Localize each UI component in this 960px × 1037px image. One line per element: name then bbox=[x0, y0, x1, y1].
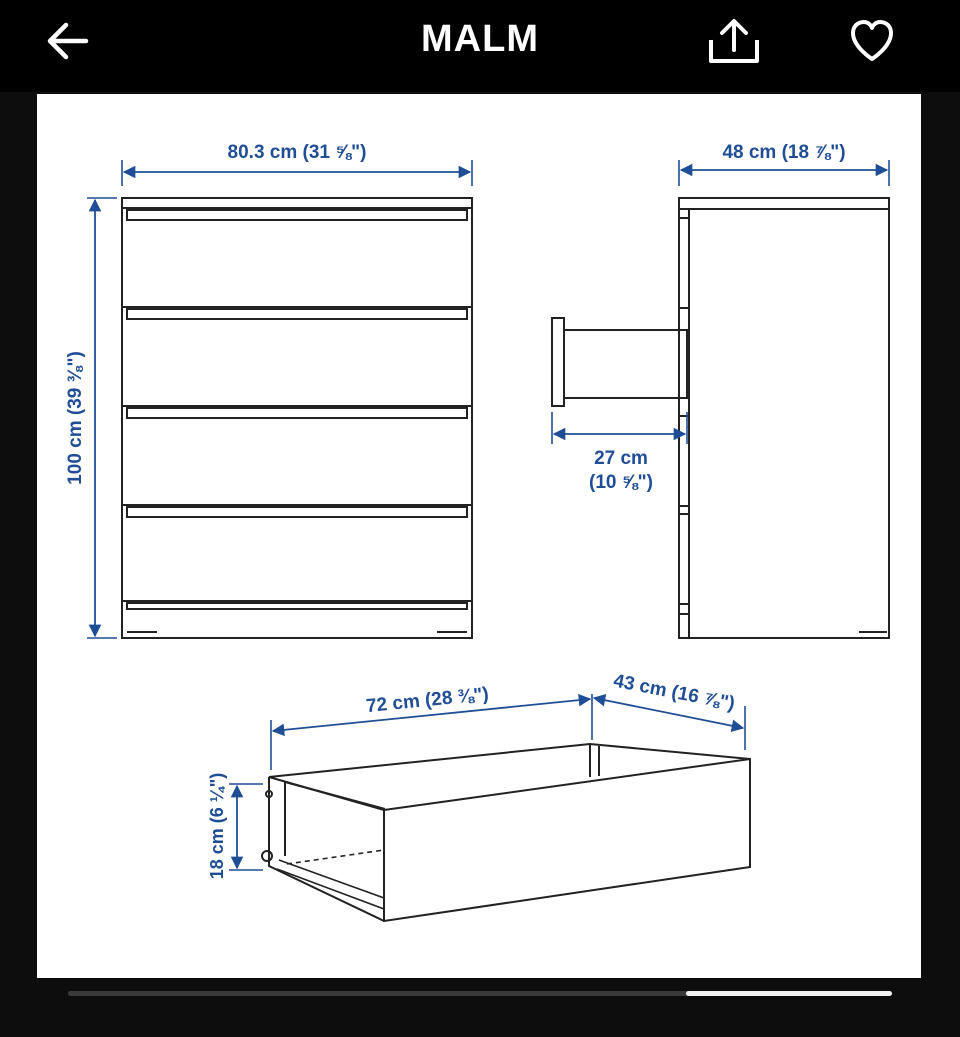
heart-icon bbox=[842, 12, 902, 68]
scrollbar-thumb[interactable] bbox=[686, 991, 892, 996]
dimension-diagram bbox=[37, 94, 921, 978]
depth-label: 48 cm (18 ⅞") bbox=[722, 142, 846, 163]
horizontal-scrollbar[interactable] bbox=[68, 991, 892, 996]
front-view bbox=[122, 198, 472, 638]
drawer-extension-dimension bbox=[552, 412, 687, 493]
front-width-label: 80.3 cm (31 ⅝") bbox=[227, 142, 367, 163]
favorite-button[interactable] bbox=[842, 12, 902, 68]
drawer-height-label: 18 cm (6 ¼") bbox=[207, 772, 227, 880]
depth-dimension bbox=[679, 142, 889, 186]
height-label: 100 cm (39 ⅜") bbox=[65, 351, 86, 485]
page-title: MALM bbox=[421, 18, 539, 60]
drawer-width-dimension bbox=[271, 684, 592, 770]
share-upload-icon bbox=[702, 14, 766, 68]
front-width-dimension bbox=[122, 142, 472, 186]
height-dimension bbox=[65, 198, 117, 638]
drawer-height-dimension bbox=[207, 773, 263, 880]
drawer-detail-view bbox=[262, 744, 750, 921]
drawer-extension-in-label: (10 ⅝") bbox=[589, 472, 653, 493]
drawer-depth-dimension bbox=[594, 671, 745, 750]
drawer-extension-cm-label: 27 cm bbox=[594, 448, 648, 469]
drawer-width-label: 72 cm (28 ⅜") bbox=[365, 683, 490, 718]
drawer-depth-label: 43 cm (16 ⅞") bbox=[611, 670, 737, 715]
side-view bbox=[552, 198, 889, 638]
top-bar bbox=[0, 0, 960, 92]
share-button[interactable] bbox=[702, 14, 766, 68]
